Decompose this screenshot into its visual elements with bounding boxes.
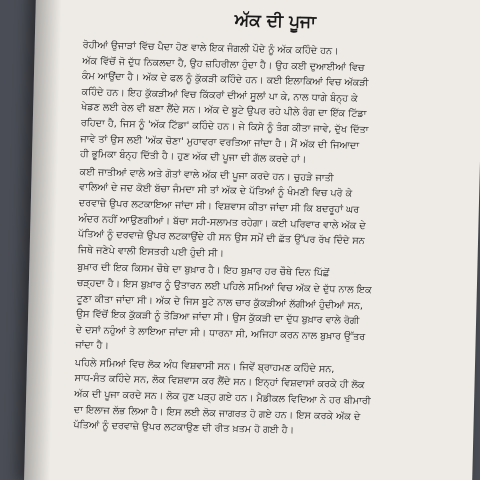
text-line: ਜਾਵੇ ਤਾਂ ਉਸ ਲਈ 'ਅੱਕ ਚੋਣਾ' ਮੁਹਾਵਰਾ ਵਰਤਿਆ ਜਾਂਦਾ ਹੈ। ਮੈਂ ਅੱਕ ਦੀ ਜਿਆਦਾ [80,133,360,152]
text-line: ਪੱਤਿਆਂ ਨੂੰ ਦਰਵਾਜ਼ੇ ਉਪਰ ਲਟਕਾਉਂਦੇ ਹੀ ਸਨ ਉਸ ਸਮੇਂ ਦੀ ਛੱਤ ਉੱਪਰ ਰੱਖ ਦਿੰਦੇ ਸਨ [77,228,365,247]
page-gutter-shadow [24,0,62,480]
text-line: ਹੀ ਭੂਮਿਕਾ ਬੰਨ੍ਹ ਦਿੱਤੀ ਹੈ। ਹੁਣ ਅੱਕ ਦੀ ਪੂਜਾ ਦੀ ਗੱਲ ਕਰਦੇ ਹਾਂ। [79,148,307,166]
text-line: ਪਹਿਲੇ ਸਮਿਆਂ ਵਿਚ ਲੋਕ ਅੰਧ ਵਿਸ਼ਵਾਸੀ ਸਨ। ਜਿਵੇਂ ਬ੍ਰਾਹਮਣ ਕਹਿੰਦੇ ਸਨ, [74,357,335,375]
text-line: ਉਸ ਵਿੱਚੋਂ ਇਕ ਕੁੱਕੜੀ ਨੂੰ ਤੋੜਿਆ ਜਾਂਦਾ ਸੀ। ਉਸ ਕੁੱਕੜੀ ਦਾ ਦੁੱਧ ਬੁਖ਼ਾਰ ਵਾਲੇ ਰੋਗੀ [75,308,360,327]
chapter-title: ਅੱਕ ਦੀ ਪੂਜਾ [234,10,317,33]
text-line: ਬੁਖ਼ਾਰ ਦੀ ਇਕ ਕਿਸਮ ਚੌਥੇ ਦਾ ਬੁਖ਼ਾਰ ਹੈ। ਇਹ ਬੁਖ਼ਾਰ ਹਰ ਚੌਥੇ ਦਿਨ ਪਿੱਛੋਂ [77,262,330,280]
paragraph-2 [78,164,464,267]
text-line: ਜਾਂਦਾ ਹੈ। [75,339,109,352]
text-line: ਅੰਦਰ ਨਹੀਂ ਆਉਣਗੀਆਂ। ਬੱਚਾ ਸਹੀ-ਸਲਾਮਤ ਰਹੇਗਾ। ਕਈ ਪਰਿਵਾਰ ਵਾਲੇ ਅੱਕ ਦੇ [78,213,366,232]
text-line: ਸਾਧ-ਸੰਤ ਕਹਿੰਦੇ ਸਨ, ਲੋਕ ਵਿਸ਼ਵਾਸ ਕਰ ਲੈਂਦੇ ਸਨ। ਇਨ੍ਹਾਂ ਵਿਸ਼ਵਾਸਾਂ ਕਰਕੇ ਹੀ ਲੋਕ [74,373,365,392]
paragraph-1 [80,38,467,172]
text-line: ਦੇ ਦਸਾਂ ਨਹੁੰਆਂ ਤੇ ਲਾਇਆ ਜਾਂਦਾ ਸੀ। ਧਾਰਨਾ ਸੀ, ਅਜਿਹਾ ਕਰਨ ਨਾਲ ਬੁਖ਼ਾਰ ਉੱਤਰ [75,324,366,343]
text-line: ਦਰਵਾਜ਼ੇ ਉਪਰ ਲਟਕਾਇਆ ਜਾਂਦਾ ਸੀ। ਵਿਸ਼ਵਾਸ ਕੀਤਾ ਜਾਂਦਾ ਸੀ ਕਿ ਬਦਰੂਹਾਂ ਘਰ [78,197,360,216]
text-line: ਕਈ ਜਾਤੀਆਂ ਵਾਲੇ ਅਤੇ ਗੋਤਾਂ ਵਾਲੇ ਅੱਕ ਦੀ ਪੂਜਾ ਕਰਦੇ ਹਨ। ਚੁਹੜੇ ਜਾਤੀ [79,166,334,184]
page-content [73,6,467,443]
text-line: ਅੱਕ ਵਿੱਚੋਂ ਜੋ ਦੁੱਧ ਨਿਕਲਦਾ ਹੈ, ਉਹ ਜ਼ਹਿਰੀਲਾ ਹੁੰਦਾ ਹੈ। ਉਹ ਕਈ ਦੁਆਈਆਂ ਵਿਚ [82,55,365,74]
paragraph-3 [75,260,461,363]
text-line: ਜਿਥੇ ਜਣੇਪੇ ਵਾਲੀ ਇਸਤਰੀ ਪਈ ਹੁੰਦੀ ਸੀ। [77,244,225,259]
text-line: ਖੇਡਣ ਲਈ ਰੇਲ ਵੀ ਬਣਾ ਲੈਂਦੇ ਸਨ। ਅੱਕ ਦੇ ਬੂਟੇ ਉਪਰ ਰਹੇ ਪੀਲੇ ਰੰਗ ਦਾ ਇੱਕ ਟਿੱਡਾ [81,102,367,121]
text-line: ਅੱਕ ਦੀ ਪੂਜਾ ਕਰਦੇ ਸਨ। ਲੋਕ ਹੁਣ ਪੜ੍ਹ ਗਏ ਹਨ। ਮੈਡੀਕਲ ਵਿਦਿਆ ਨੇ ਹਰ ਬੀਮਾਰੀ [74,388,371,407]
text-line: ਰੋਹੀਆਂ ਉਜਾੜਾਂ ਵਿੱਚ ਪੈਦਾ ਹੋਣ ਵਾਲੇ ਇਕ ਜੰਗਲੀ ਪੌਦੇ ਨੂੰ ਅੱਕ ਕਹਿੰਦੇ ਹਨ। [82,39,339,58]
paragraph-4 [73,356,459,443]
book-page [24,0,480,480]
text-line: ਵਾਲਿਆਂ ਦੇ ਜਦ ਕੋਈ ਬੱਚਾ ਜੰਮਦਾ ਸੀ ਤਾਂ ਅੱਕ ਦੇ ਪੱਤਿਆਂ ਨੂੰ ਖੰਮਣੀ ਵਿਚ ਪਰੋ ਕੇ [79,182,353,200]
text-line: ਕੰਮ ਆਉਂਦਾ ਹੈ। ਅੱਕ ਦੇ ਫਲ ਨੂੰ ਕੁੱਕੜੀ ਕਹਿੰਦੇ ਹਨ। ਕਈ ਇਲਾਕਿਆਂ ਵਿਚ ਅੱਕੜੀ [81,70,369,89]
text-line: ਦਾ ਇਲਾਜ ਲੱਭ ਲਿਆ ਹੈ। ਇਸ ਲਈ ਲੋਕ ਜਾਗਰਤ ਹੋ ਗਏ ਹਨ। ਇਸ ਕਰਕੇ ਅੱਕ ਦੇ [73,404,361,423]
text-line: ਪੱਤਿਆਂ ਨੂੰ ਦਰਵਾਜ਼ੇ ਉਪਰ ਲਟਕਾਉਣ ਦੀ ਰੀਤ ਖ਼ਤਮ ਹੋ ਗਈ ਹੈ। [73,419,295,437]
text-line: ਰਹਿਦਾ ਹੈ, ਜਿਸ ਨੂੰ 'ਅੱਕ ਟਿੱਡਾ' ਕਹਿੰਦੇ ਹਨ। ਜੇ ਕਿਸੇ ਨੂੰ ਤੰਗ ਕੀਤਾ ਜਾਵੇ, ਦੁੱਖ ਦਿੱਤਾ [80,117,369,136]
text-line: ਕਹਿੰਦੇ ਹਨ। ਇਹ ਕੁੱਕੜੀਆਂ ਵਿਚ ਕਿੱਕਰਾਂ ਦੀਆਂ ਸੂਲਾਂ ਪਾ ਕੇ, ਨਾਲ ਧਾਗੇ ਬੰਨ੍ਹ ਕੇ [81,86,358,105]
text-line: ਟੂਣਾ ਕੀਤਾ ਜਾਂਦਾ ਸੀ। ਅੱਕ ਦੇ ਜਿਸ ਬੂਟੇ ਨਾਲ ਚਾਰ ਕੁੱਕੜੀਆਂ ਲੱਗੀਆਂ ਹੁੰਦੀਆਂ ਸਨ, [76,293,364,312]
text-line: ਚੜ੍ਹਦਾ ਹੈ। ਇਸ ਬੁਖ਼ਾਰ ਨੂੰ ਉਤਾਰਨ ਲਈ ਪਹਿਲੇ ਸਮਿਆਂ ਵਿਚ ਅੱਕ ਦੇ ਦੁੱਧ ਨਾਲ ਇਕ [76,277,372,296]
